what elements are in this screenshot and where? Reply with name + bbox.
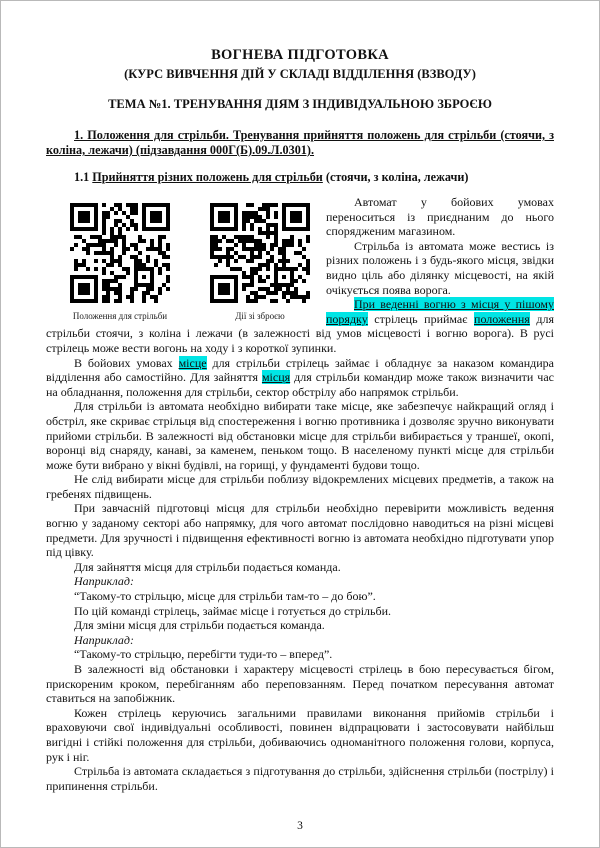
- paragraph-taking-place-text-3: для стрільби командир може також визначити час на обладнання, положення для стрільби, сектор обстрілу або напрямок стрільби.: [46, 370, 554, 399]
- command-quote-run: “Такому-то стрільцю, перебігти туди-то – вперед”.: [74, 647, 333, 662]
- figure-weapon-actions: [204, 197, 316, 322]
- page-number: 3: [297, 820, 303, 832]
- paragraph-taking-place-text-2: для стрільби стрілець займає і обладнує за наказом командира відділення або самостійно. Для зайняття: [46, 355, 555, 385]
- paragraph-take-place-command: Для зайняття місця для стрільби подається команда.: [74, 559, 341, 574]
- paragraph-individual-features: Кожен стрілець керуючись загальними правилами виконання прийомів стрільби і враховуючи свої індивідуальні особливості, повинен відпрацювати і застосовувати найбільш вигідні і стійкі положення для стрільби, добиваючись одноманітного положення голови, корпуса, рук і ніг.: [46, 705, 554, 764]
- paragraph-taking-place-text-1: В бойових умовах: [74, 355, 179, 370]
- example-label-2: Наприклад:: [74, 632, 134, 647]
- figure-shooting-positions: [64, 197, 176, 322]
- paragraph-choosing-place: Для стрільби із автомата необхідно вибирати таке місце, яке забезпечує найкращий огляд і обстріл, яке скриває стрільця від спостереження і вогню противника і дозволяє зручно виконувати прийоми стрільби. В залежності від обстановки місце для стрільби вибирається у траншеї, окопі, воронці від снаряду, канаві, за каменем, пеньком тощо. В населеному пункті місце для стрільби може бути вибрано у вікні будівлі, на горищі, у фундаменті будови тощо.: [46, 399, 554, 472]
- section-1-heading: [46, 128, 554, 158]
- document-subtitle: (КУРС ВИВЧЕННЯ ДІЙ У СКЛАДІ ВІДДІЛЕННЯ (ВЗВОДУ): [124, 67, 476, 81]
- paragraph-firing-stages: Стрільба із автомата складається з підготування до стрільби, здійснення стрільби (пострілу) і припинення стрільби.: [46, 764, 554, 793]
- paragraph-fire-from-place-text-1: стрілець приймає: [367, 311, 475, 326]
- paragraph-advance-preparation: При завчасній підготовці місця для стрільби необхідно перевірити можливість ведення вогню у заданому секторі або напрямку, для чого автомат послідовно наводиться на різні місцеві предмети. Для зручності і підвищення ефективності вогню із автомата необхідно підготувати упор під цівку.: [46, 501, 554, 560]
- qr-caption-shooting-positions: Положення для стрільби: [72, 311, 168, 321]
- paragraph-avoid-places: Не слід вибирати місце для стрільби поблизу відокремлених місцевих предметів, а також на гребенях підвищень.: [46, 472, 554, 501]
- document-body: [46, 195, 554, 793]
- paragraph-on-command: По цій команді стрілець, займає місце і готується до стрільби.: [74, 603, 392, 618]
- command-quote-take-place: “Такому-то стрільцю, місце для стрільби там-то – до бою”.: [74, 589, 376, 604]
- qr-figures-row: [46, 197, 316, 322]
- section-1-1-tail: (стоячи, з коліна, лежачи): [322, 170, 469, 184]
- section-1-heading-text: 1. Положення для стрільби. Тренування прийняття положень для стрільби (стоячи, з коліна, лежачи) (підзавдання 000Г(Б).09.Л.0301).: [46, 128, 554, 157]
- highlight-link-fire-from-place[interactable]: При веденні вогню з місця у пішому порядку: [326, 297, 554, 326]
- qr-caption-weapon-actions: Дії зі зброєю: [235, 311, 285, 321]
- section-1-1-number: 1.1: [74, 170, 93, 184]
- section-1-1-heading: [46, 170, 554, 185]
- paragraph-firing-positions-intro: Стрільба із автомата може вестись із різних положень і з будь-якого місця, звідки видно ціль або ділянку місцевості, на якій очікується поява ворога.: [326, 238, 554, 297]
- example-label-1: Наприклад:: [74, 574, 134, 589]
- paragraph-carrying-weapon: Автомат у бойових умовах переноситься із приєднаним до нього спорядженим магазином.: [326, 195, 554, 239]
- paragraph-fire-from-place-text-2: для стрільби стоячи, з коліна і лежачи (в залежності від умов місцевості і вогню ворога). В русі стрілець може вести вогонь на ходу і з короткої зупинки.: [46, 311, 554, 355]
- paragraph-change-place-command: Для зміни місця для стрільби подається команда.: [74, 618, 325, 633]
- paragraph-taking-place: [46, 356, 554, 400]
- topic-heading: ТЕМА №1. ТРЕНУВАННЯ ДІЯМ З ІНДИВІДУАЛЬНОЮ ЗБРОЄЮ: [108, 97, 492, 111]
- highlight-link-place-word-1[interactable]: місце: [178, 355, 207, 370]
- paragraph-movement-in-battle: В залежності від обстановки і характеру місцевості стрілець в бою пересувається бігом, прискореним кроком, перебіганням або переповзанням. Перед початком пересування автомат ставиться на запобіжник.: [46, 662, 554, 706]
- highlight-link-place-word-2[interactable]: місця: [261, 370, 291, 385]
- qr-code-shooting-positions: [64, 197, 176, 309]
- highlight-link-position-word[interactable]: положення: [474, 311, 530, 326]
- document-title: ВОГНЕВА ПІДГОТОВКА: [211, 47, 389, 63]
- qr-code-weapon-actions: [204, 197, 316, 309]
- section-1-1-title: Прийняття різних положень для стрільби: [92, 170, 323, 184]
